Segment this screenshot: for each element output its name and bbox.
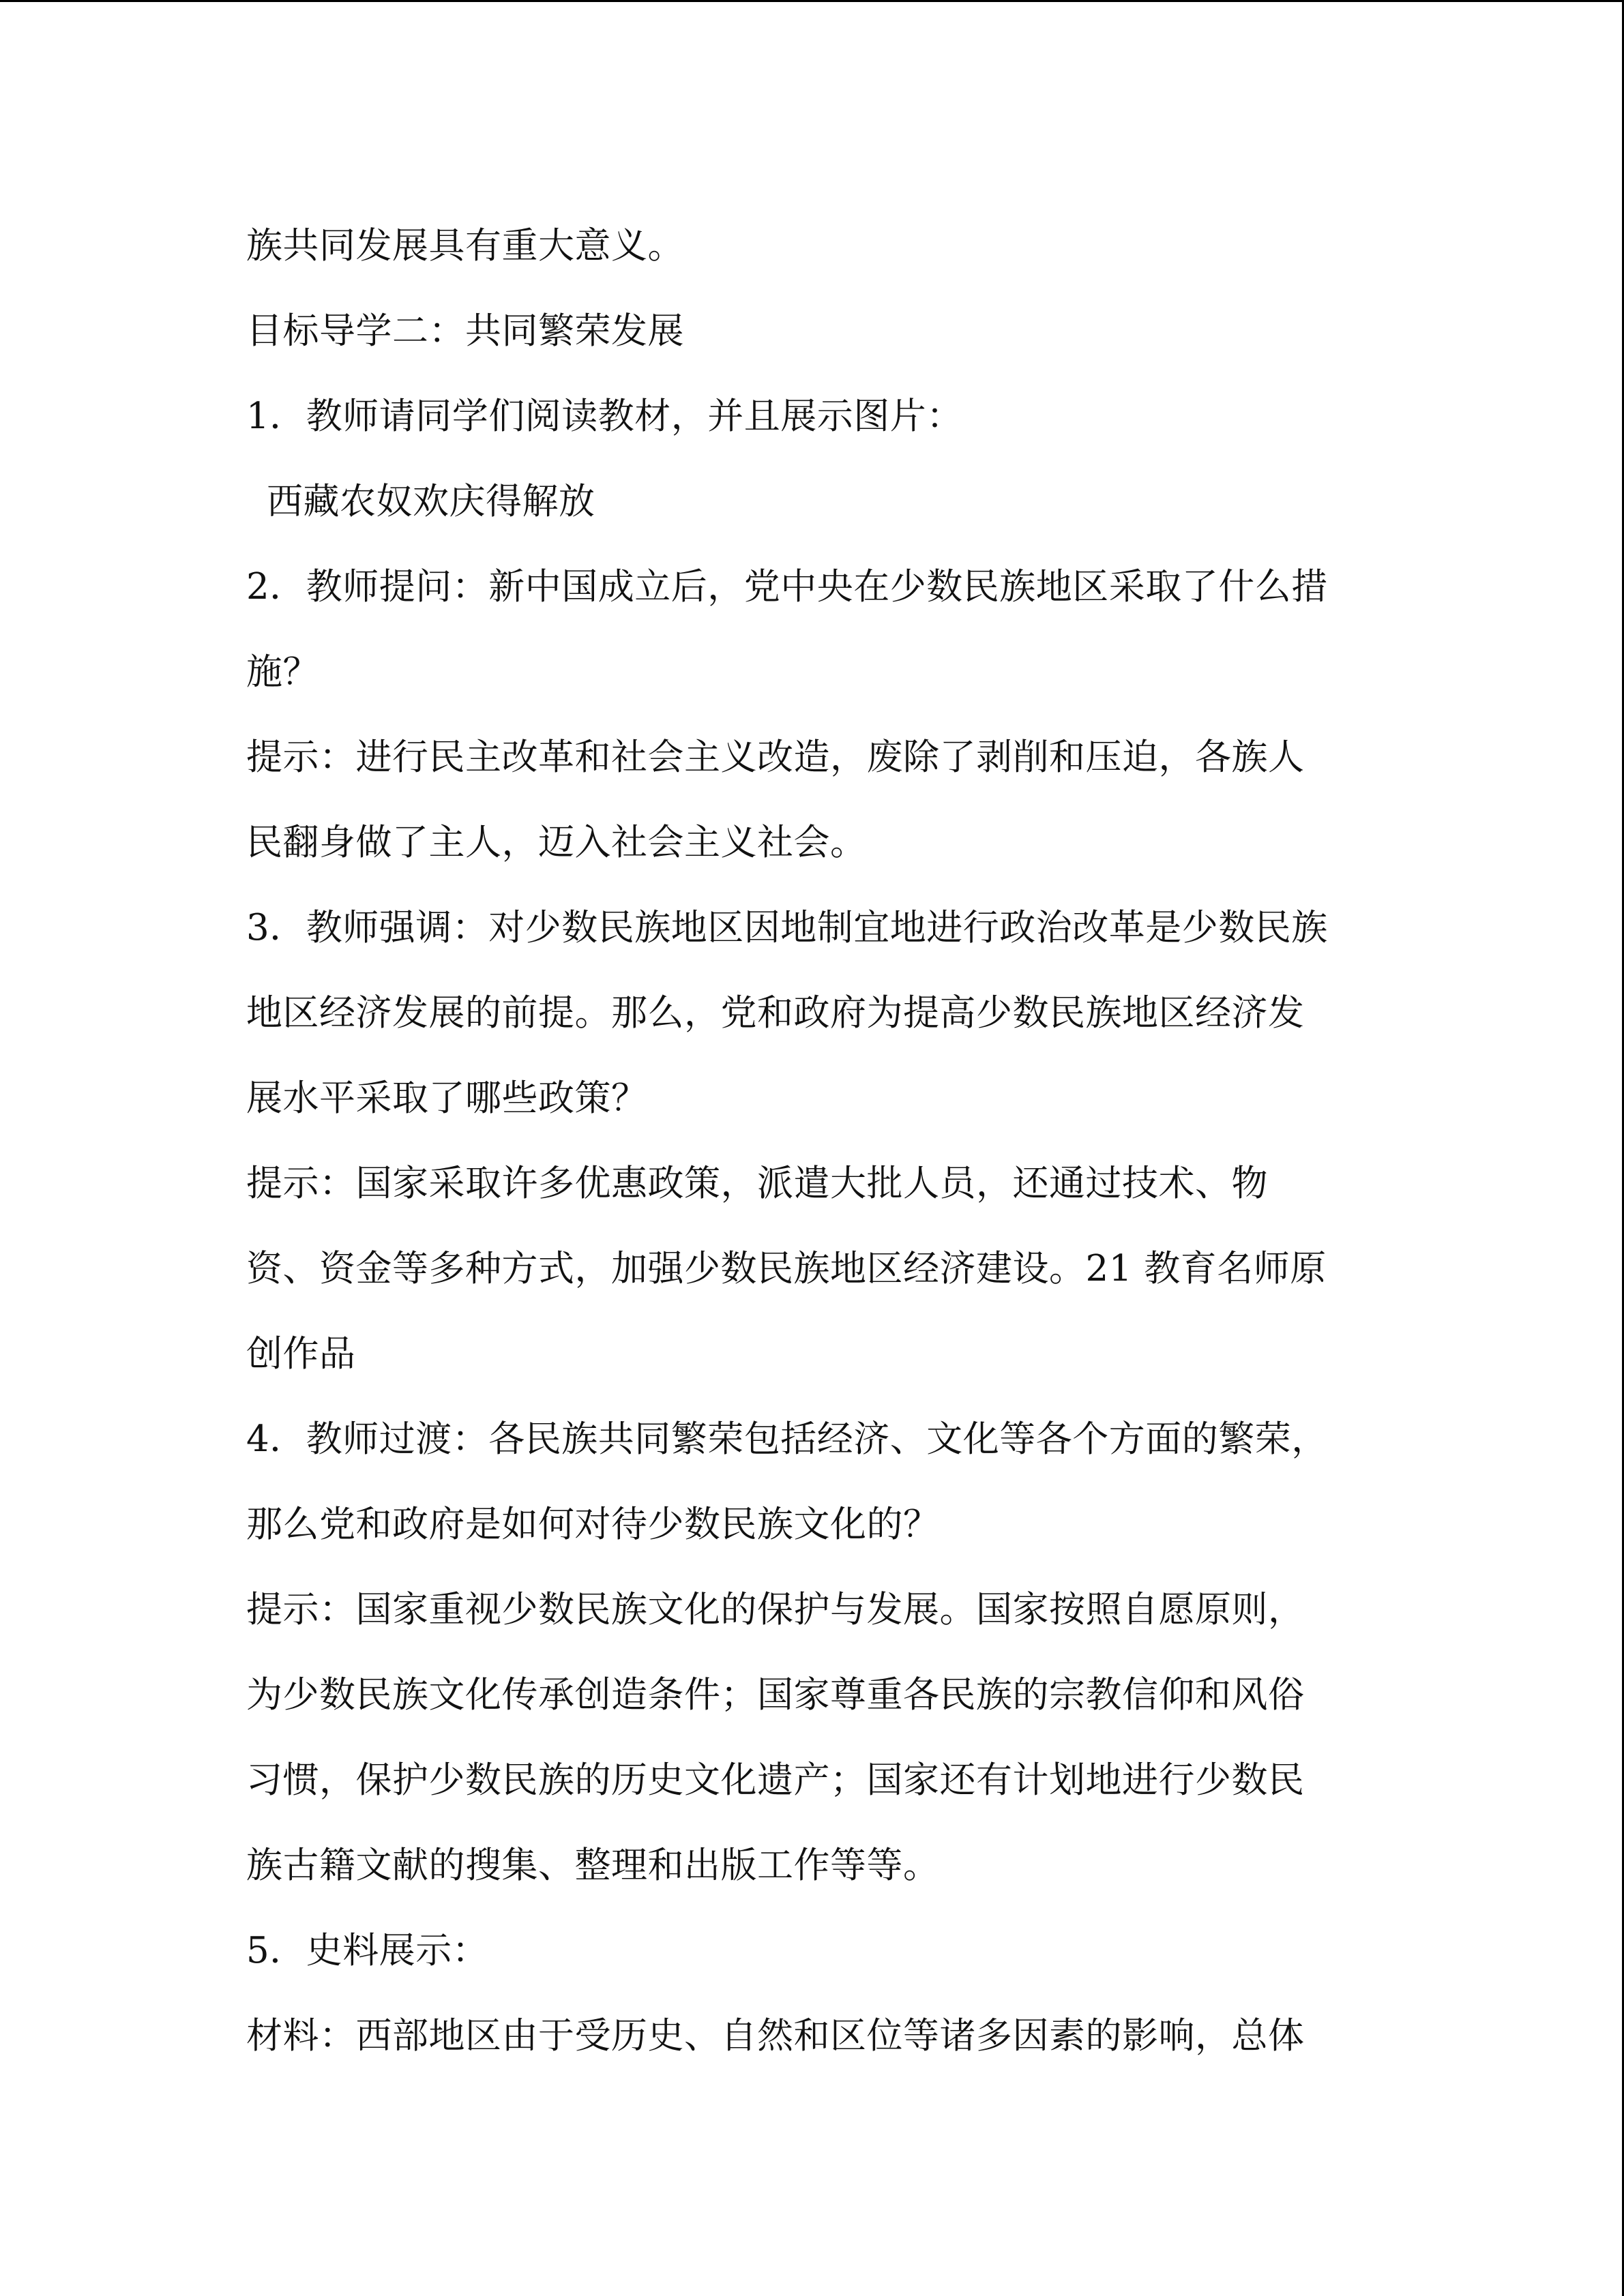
text-line: 族古籍文献的搜集、整理和出版工作等等。 <box>246 1845 940 1886</box>
document-body <box>246 203 1382 2078</box>
text-line: 创作品 <box>246 1333 356 1375</box>
text-line: 3．教师强调：对少数民族地区因地制宜地进行政治改革是少数民族 <box>246 907 1328 949</box>
text-line: 那么党和政府是如何对待少数民族文化的？ <box>246 1504 940 1545</box>
text-line: 材料：西部地区由于受历史、自然和区位等诸多因素的影响，总体 <box>246 2015 1305 2057</box>
text-line: 提示：进行民主改革和社会主义改造，废除了剥削和压迫，各族人 <box>246 736 1305 778</box>
text-line: 提示：国家采取许多优惠政策，派遣大批人员，还通过技术、物 <box>246 1163 1268 1204</box>
text-line: 习惯，保护少数民族的历史文化遗产；国家还有计划地进行少数民 <box>246 1759 1305 1801</box>
text-line: 族共同发展具有重大意义。 <box>246 225 684 267</box>
text-line: 民翻身做了主人，迈入社会主义社会。 <box>246 822 867 863</box>
text-line: 1．教师请同学们阅读教材，并且展示图片： <box>246 396 963 437</box>
image-caption: 西藏农奴欢庆得解放 <box>267 481 595 522</box>
text-line: 提示：国家重视少数民族文化的保护与发展。国家按照自愿原则， <box>246 1589 1305 1630</box>
text-line: 5．史料展示： <box>246 1930 489 1971</box>
text-line: 2．教师提问：新中国成立后，党中央在少数民族地区采取了什么措 <box>246 566 1328 608</box>
text-line: 施？ <box>246 651 319 693</box>
text-line: 为少数民族文化传承创造条件；国家尊重各民族的宗教信仰和风俗 <box>246 1674 1305 1716</box>
text-line: 资、资金等多种方式，加强少数民族地区经济建设。21 教育名师原 <box>246 1248 1327 1289</box>
text-line: 4．教师过渡：各民族共同繁荣包括经济、文化等各个方面的繁荣， <box>246 1418 1328 1460</box>
section-heading: 目标导学二：共同繁荣发展 <box>246 310 684 352</box>
text-line: 地区经济发展的前提。那么，党和政府为提高少数民族地区经济发 <box>246 992 1305 1034</box>
text-line: 展水平采取了哪些政策？ <box>246 1077 648 1119</box>
